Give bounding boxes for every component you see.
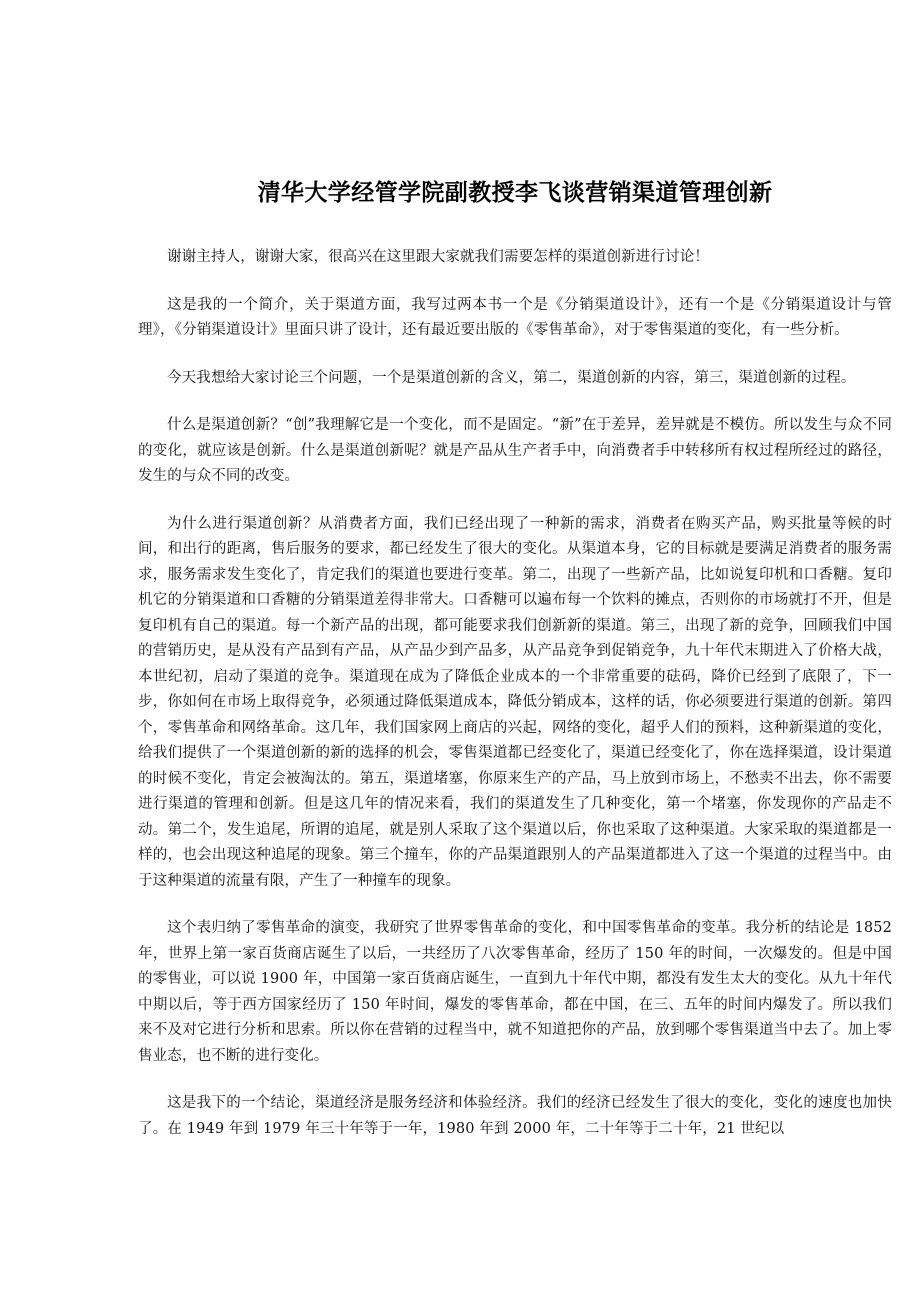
paragraph-reasons: 为什么进行渠道创新？从消费者方面，我们已经出现了一种新的需求，消费者在购买产品，购买批量等候的时间，和出行的距离，售后服务的要求，都已经发生了很大的变化。从渠道本身，它的目标就是要满足消费者的服务需求，服务需求发生变化了，肯定我们的渠道也要进行变革。第二，出现了一些新产品，比如说复印机和口香糖。复印机它的分销渠道和口香糖的分销渠道差得非常大。口香糖可以遍布每一个饮料的摊点，否则你的市场就打不开，但是复印机有自己的渠道。每一个新产品的出现，都可能要求我们创新新的渠道。第三，出现了新的竞争，回顾我们中国的营销历史，是从没有产品到有产品，从产品少到产品多，从产品竞争到促销竞争，九十年代末期进入了价格大战，本世纪初，启动了渠道的竞争。渠道现在成为了降低企业成本的一个非常重要的砝码，降价已经到了底限了，下一步，你如何在市场上取得竞争，必须通过降低渠道成本，降低分销成本，这样的话，你必须要进行渠道的创新。第四个，零售革命和网络革命。这几年，我们国家网上商店的兴起，网络的变化，超乎人们的预料，这种新渠道的变化，给我们提供了一个渠道创新的新的选择的机会，零售渠道都已经变化了，渠道已经变化了，你在选择渠道，设计渠道的时候不变化，肯定会被淘汰的。第五，渠道堵塞，你原来生产的产品，马上放到市场上，不愁卖不出去，你不需要进行渠道的管理和创新。但是这几年的情况来看，我们的渠道发生了几种变化，第一个堵塞，你发现你的产品走不动。第二个，发生追尾，所谓的追尾，就是别人采取了这个渠道以后，你也采取了这种渠道。大家采取的渠道都是一样的，也会出现这种追尾的现象。第三个撞车，你的产品渠道跟别人的产品渠道都进入了这一个渠道的过程当中。由于这种渠道的流量有限，产生了一种撞车的现象。	[138, 515, 892, 889]
paragraph-retail-revolution: 这个表归纳了零售革命的演变，我研究了世界零售革命的变化，和中国零售革命的变革。我分析的结论是 1852 年，世界上第一家百货商店诞生了以后，一共经历了八次零售革命，经历了 150 年的时间，一次爆发的。但是中国的零售业，可以说 1900 年，中国第一家百货商店诞生，一直到九十年代中期，都没有发生太大的变化。从九十年代中期以后，等于西方国家经历了 150 年时间，爆发的零售革命，都在中国，在三、五年的时间内爆发了。所以我们来不及对它进行分析和思索。所以你在营销的过程当中，就不知道把你的产品，放到哪个零售渠道当中去了。加上零售业态，也不断的进行变化。	[138, 920, 892, 1064]
document-body	[138, 245, 892, 1164]
paragraph-agenda: 今天我想给大家讨论三个问题，一个是渠道创新的含义，第二，渠道创新的内容，第三，渠道创新的过程。	[167, 369, 856, 386]
paragraph-conclusion: 这是我下的一个结论，渠道经济是服务经济和体验经济。我们的经济已经发生了很大的变化，变化的速度也加快了。在 1949 年到 1979 年三十年等于一年，1980 年到 2000 年，二十年等于二十年，21 世纪以	[138, 1095, 892, 1137]
paragraph-thanks: 谢谢主持人，谢谢大家，很高兴在这里跟大家就我们需要怎样的渠道创新进行讨论！	[167, 249, 710, 265]
document-title: 清华大学经管学院副教授李飞谈营销渠道管理创新	[257, 179, 773, 206]
paragraph-introduction: 这是我的一个简介，关于渠道方面，我写过两本书一个是《分销渠道设计》，还有一个是《分销渠道设计与管理》，《分销渠道设计》里面只讲了设计，还有最近要出版的《零售革命》，对于零售渠道的变化，有一些分析。	[138, 296, 892, 338]
paragraph-definition: 什么是渠道创新？“创”我理解它是一个变化，而不是固定。“新”在于差异，差异就是不模仿。所以发生与众不同的变化，就应该是创新。什么是渠道创新呢？就是产品从生产者手中，向消费者手中转移所有权过程所经过的路径，发生的与众不同的改变。	[138, 417, 892, 484]
